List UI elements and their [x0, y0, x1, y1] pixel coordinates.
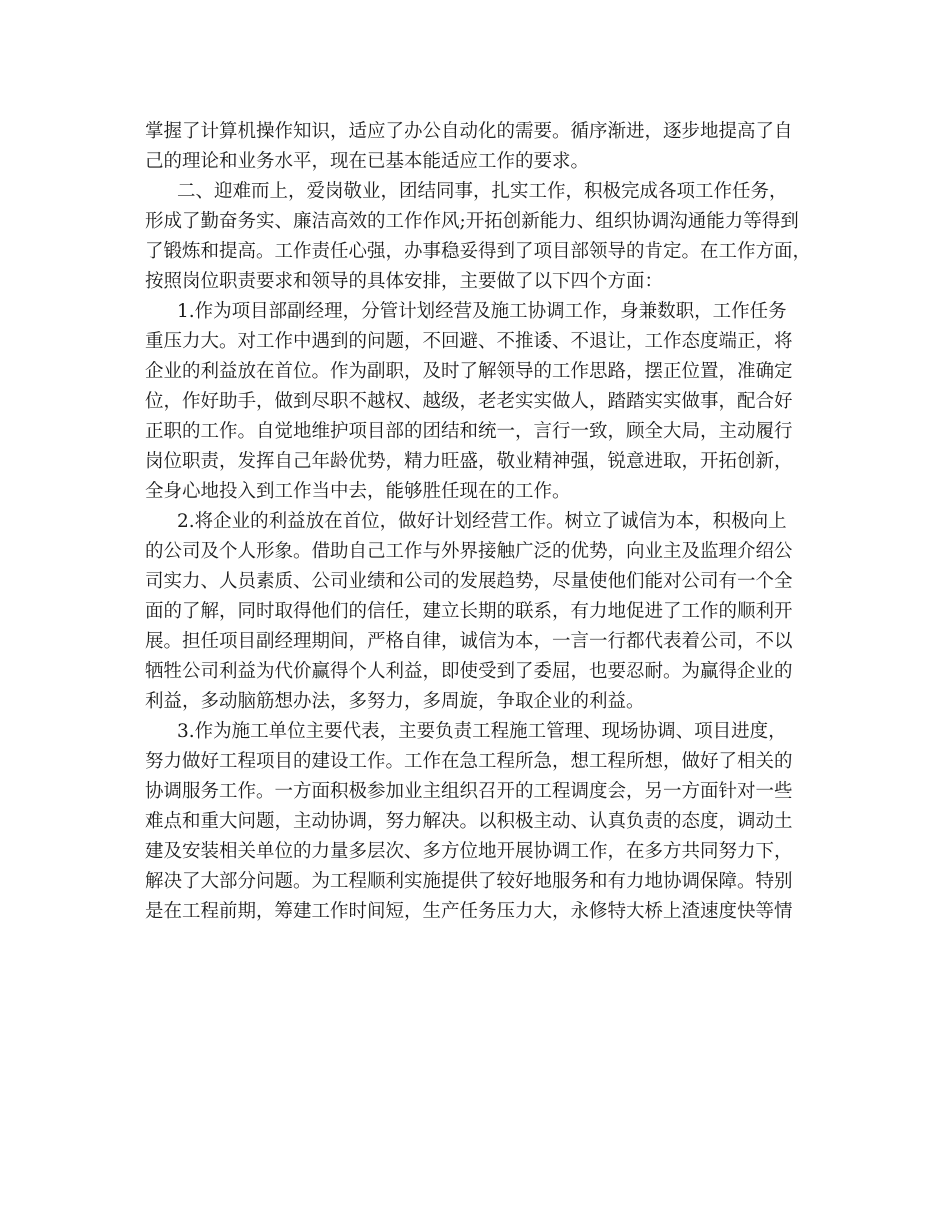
text-line: 协调服务工作。一方面积极参加业主组织召开的工程调度会，另一方面针对一些 [145, 781, 793, 802]
text-line: 掌握了计算机操作知识，适应了办公自动化的需要。循序渐进，逐步地提高了自 [145, 121, 793, 142]
text-line: 建及安装相关单位的力量多层次、多方位地开展协调工作，在多方共同努力下， [145, 841, 793, 862]
text-line: 牺牲公司利益为代价赢得个人利益，即使受到了委屈，也要忍耐。为赢得企业的 [145, 661, 793, 682]
text-line: 努力做好工程项目的建设工作。工作在急工程所急，想工程所想，做好了相关的 [145, 751, 793, 772]
list-item-1-line: 1.作为项目部副经理，分管计划经营及施工协调工作，身兼数职，工作任务 [177, 301, 787, 322]
paragraph-heading-line: 二、迎难而上，爱岗敬业，团结同事，扎实工作，积极完成各项工作任务， [177, 181, 788, 202]
text-line: 按照岗位职责要求和领导的具体安排，主要做了以下四个方面： [145, 271, 664, 292]
text-line: 重压力大。对工作中遇到的问题，不回避、不推诿、不退让，工作态度端正，将 [145, 331, 793, 352]
text-line: 司实力、人员素质、公司业绩和公司的发展趋势，尽量使他们能对公司有一个全 [145, 571, 793, 592]
text-line: 位，作好助手，做到尽职不越权、越级，老老实实做人，踏踏实实做事，配合好 [145, 391, 793, 412]
text-line: 企业的利益放在首位。作为副职，及时了解领导的工作思路，摆正位置，准确定 [145, 361, 793, 382]
text-line: 己的理论和业务水平，现在已基本能适应工作的要求。 [145, 151, 590, 172]
text-line: 是在工程前期，筹建工作时间短，生产任务压力大，永修特大桥上渣速度快等情 [145, 901, 793, 922]
text-line: 解决了大部分问题。为工程顺利实施提供了较好地服务和有力地协调保障。特别 [145, 871, 793, 892]
text-line: 展。担任项目副经理期间，严格自律，诚信为本，一言一行都代表着公司，不以 [145, 631, 793, 652]
text-line: 了锻炼和提高。工作责任心强，办事稳妥得到了项目部领导的肯定。在工作方面， [145, 241, 812, 262]
text-line: 难点和重大问题，主动协调，努力解决。以积极主动、认真负责的态度，调动土 [145, 811, 793, 832]
text-line: 全身心地投入到工作当中去，能够胜任现在的工作。 [145, 481, 571, 502]
text-line: 利益，多动脑筋想办法，多努力，多周旋，争取企业的利益。 [145, 691, 645, 712]
list-item-2-line: 2.将企业的利益放在首位，做好计划经营工作。树立了诚信为本，积极向上 [177, 511, 787, 532]
text-line: 形成了勤奋务实、廉洁高效的工作作风;开拓创新能力、组织协调沟通能力等得到 [145, 211, 799, 232]
text-line: 岗位职责，发挥自己年龄优势，精力旺盛，敬业精神强，锐意进取，开拓创新， [145, 451, 793, 472]
text-line: 正职的工作。自觉地维护项目部的团结和统一，言行一致，顾全大局，主动履行 [145, 421, 793, 442]
text-line: 的公司及个人形象。借助自己工作与外界接触广泛的优势，向业主及监理介绍公 [145, 541, 793, 562]
list-item-3-line: 3.作为施工单位主要代表，主要负责工程施工管理、现场协调、项目进度， [177, 721, 787, 742]
text-line: 面的了解，同时取得他们的信任，建立长期的联系，有力地促进了工作的顺利开 [145, 601, 793, 622]
document-body [145, 117, 812, 927]
